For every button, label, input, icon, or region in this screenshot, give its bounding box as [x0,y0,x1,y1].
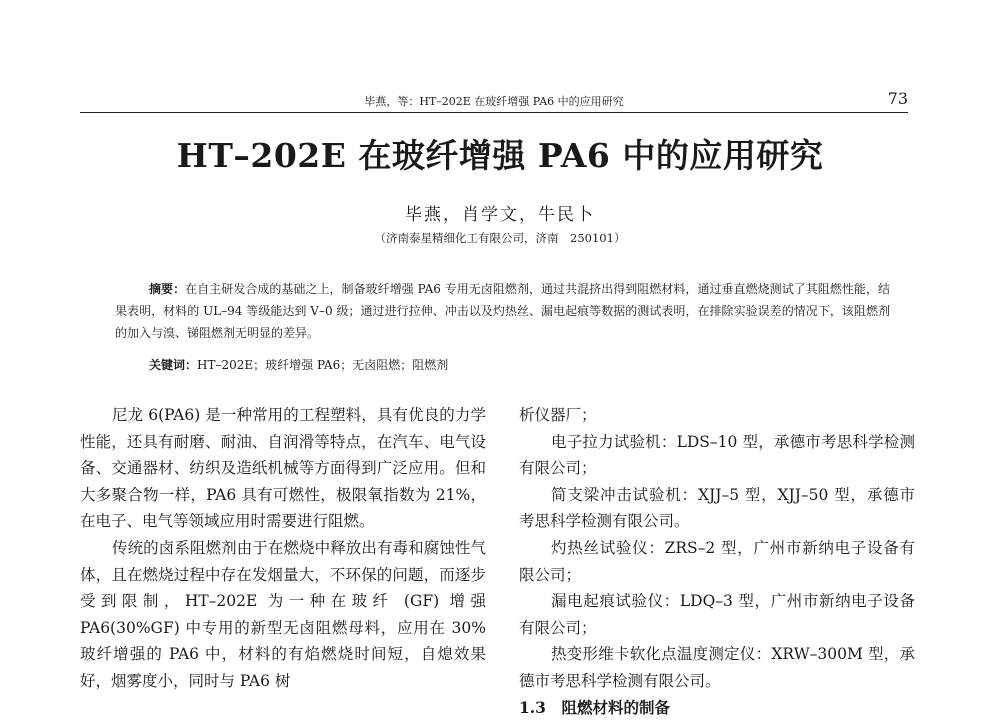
intro-paragraph-1: 尼龙 6(PA6) 是一种常用的工程塑料，具有优良的力学性能，还具有耐磨、耐油、自润滑等特点，在汽车、电气设备、交通器材、纺织及造纸机械等方面得到广泛应用。但和大多聚合物一样，PA6 具有可燃性，极限氧指数为 21%，在电子、电气等领域应用时需要进行阻燃。 [80,406,486,531]
authors: 毕燕，肖学文，牛民卜 [405,205,595,225]
instrument-item-4: 漏电起痕试验仪：LDQ–3 型，广州市新纳电子设备有限公司； [519,592,915,637]
running-head-text: 毕燕，等：HT–202E 在玻纤增强 PA6 中的应用研究 [364,95,624,108]
instrument-item-5: 热变形维卡软化点温度测定仪：XRW–300M 型，承德市考思科学检测有限公司。 [519,645,915,690]
paper-title: HT–202E 在玻纤增强 PA6 中的应用研究 [176,136,824,175]
section-heading: 1.3 阻燃材料的制备 [519,697,670,717]
instrument-item-3: 灼热丝试验仪：ZRS–2 型，广州市新纳电子设备有限公司； [519,538,915,584]
abstract-text: 在自主研发合成的基础之上，制备玻纤增强 PA6 专用无卤阻燃剂，通过共混挤出得到阻燃材料，通过垂直燃烧测试了其阻燃性能，结果表明，材料的 UL–94 等级能达到 V–0 级；通过进行拉伸、冲击以及灼热丝、漏电起痕等数据的测试表明，在排除实验误差的情况下，该阻燃剂的加入与溴、锑阻燃剂无明显的差异。 [115,282,890,340]
instrument-line-0: 析仪器厂； [519,406,597,424]
page-number: 73 [887,89,908,108]
intro-paragraph-2: 传统的卤系阻燃剂由于在燃烧中释放出有毒和腐蚀性气体，且在燃烧过程中存在发烟量大，不环保的问题，而逐步受到限制，HT–202E 为一种在玻纤 (GF) 增强 PA6(30%GF) 中专用的新型无卤阻燃母料，应用在 30% 玻纤增强的 PA6 中，材料的有焰燃烧时间短，自熄效果好，烟雾度小，同时与 PA6 树 [80,538,486,690]
keywords-text: HT–202E；玻纤增强 PA6；无卤阻燃；阻燃剂 [197,358,449,372]
running-head [80,90,908,113]
keywords-label: 关键词： [149,358,198,372]
abstract [115,278,890,344]
abstract-label: 摘要： [149,282,186,296]
instrument-item-1: 电子拉力试验机：LDS–10 型，承德市考思科学检测有限公司； [519,432,915,478]
left-column [80,402,486,695]
right-column [519,402,915,721]
instrument-item-2: 简支梁冲击试验机：XJJ–5 型，XJJ–50 型，承德市考思科学检测有限公司。 [519,485,915,531]
keywords [149,356,448,373]
affiliation: （济南泰星精细化工有限公司，济南 250101） [374,231,626,245]
